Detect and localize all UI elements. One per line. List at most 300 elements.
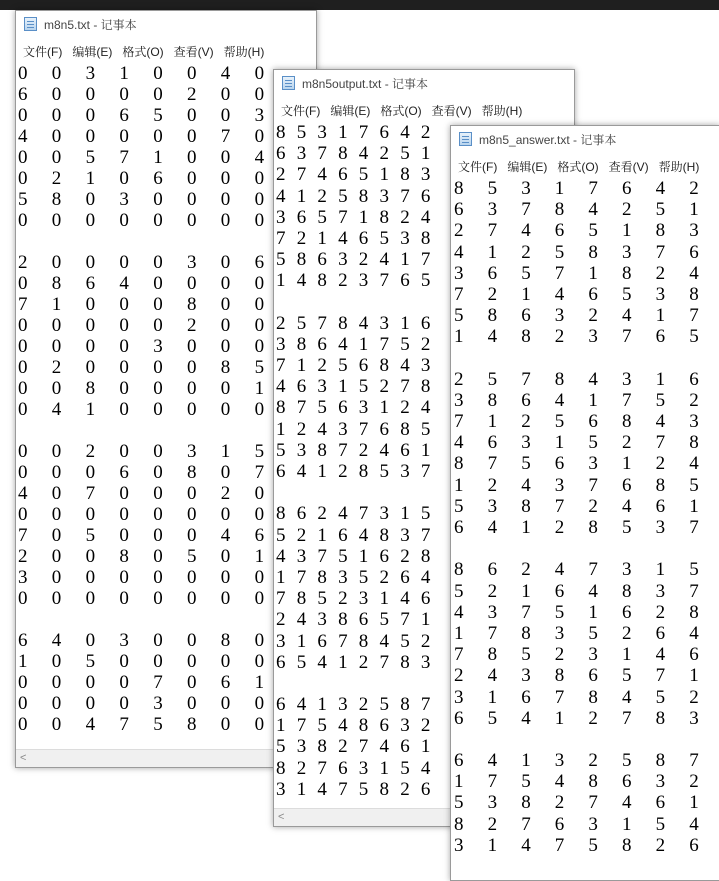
cell-value: 0 <box>153 546 163 567</box>
cell-value: 8 <box>317 736 327 758</box>
cell-value: 8 <box>358 630 369 652</box>
cell-value: 0 <box>187 147 197 168</box>
cell-value: 0 <box>153 84 163 105</box>
cell-value: 5 <box>655 199 666 221</box>
cell-value: 2 <box>358 694 369 716</box>
cell-value: 7 <box>588 792 598 814</box>
text-line <box>451 665 719 686</box>
title-bar[interactable] <box>451 126 719 152</box>
cell-value: 4 <box>622 305 632 327</box>
cell-value: 0 <box>119 315 129 336</box>
cell-value: 7 <box>588 474 598 496</box>
cell-value: 5 <box>358 566 369 588</box>
cell-value: 6 <box>420 588 431 610</box>
cell-value: 4 <box>18 483 28 504</box>
cell-value: 4 <box>276 376 286 398</box>
cell-value: 8 <box>296 333 307 355</box>
cell-value: 3 <box>454 389 464 411</box>
cell-value: 4 <box>296 270 307 292</box>
cell-value: 0 <box>254 84 265 105</box>
menu-help[interactable]: 帮助(H) <box>481 103 523 118</box>
cell-value: 0 <box>153 504 163 525</box>
cell-value: 0 <box>18 147 28 168</box>
cell-value: 1 <box>689 199 699 221</box>
cell-value: 6 <box>420 778 431 800</box>
cell-value: 8 <box>51 189 62 210</box>
cell-value: 5 <box>689 474 699 496</box>
cell-value: 7 <box>338 778 348 800</box>
scroll-left-icon[interactable]: < <box>278 811 285 823</box>
cell-value: 2 <box>296 418 307 440</box>
cell-value: 6 <box>655 792 666 814</box>
text-area[interactable] <box>451 178 719 880</box>
cell-value: 1 <box>338 376 348 398</box>
text-line <box>451 369 719 390</box>
cell-value: 1 <box>85 399 96 420</box>
cell-value: 4 <box>554 559 565 581</box>
menu-view[interactable]: 查看(V) <box>608 159 649 174</box>
cell-value: 0 <box>85 546 96 567</box>
cell-value: 3 <box>296 545 307 567</box>
cell-value: 3 <box>18 567 28 588</box>
text-line <box>451 708 719 729</box>
cell-value: 2 <box>296 227 307 249</box>
window-title: m8n5_answer.txt - 记事本 <box>479 132 617 147</box>
cell-value: 5 <box>420 503 431 525</box>
cell-value: 0 <box>187 168 197 189</box>
cell-value: 4 <box>521 220 531 242</box>
cell-value: 0 <box>18 105 28 126</box>
cell-value: 4 <box>655 411 666 433</box>
text-line <box>451 305 719 326</box>
cell-value: 8 <box>379 355 389 377</box>
cell-value: 6 <box>276 461 286 482</box>
cell-value: 0 <box>187 525 197 546</box>
cell-value: 1 <box>487 411 498 433</box>
menu-view[interactable]: 查看(V) <box>173 44 214 59</box>
cell-value: 2 <box>296 757 307 779</box>
text-line <box>451 453 719 474</box>
cell-value: 1 <box>338 651 348 673</box>
cell-value: 6 <box>554 220 565 242</box>
window-title: m8n5output.txt - 记事本 <box>302 76 429 91</box>
cell-value: 6 <box>655 326 666 348</box>
cell-value: 3 <box>338 694 348 716</box>
cell-value: 1 <box>521 517 531 538</box>
cell-value: 1 <box>454 474 464 496</box>
cell-value: 7 <box>379 270 389 292</box>
cell-value: 1 <box>487 834 498 856</box>
cell-value: 8 <box>220 357 231 378</box>
cell-value: 1 <box>689 665 699 687</box>
cell-value: 3 <box>317 376 327 398</box>
cell-value: 1 <box>296 778 307 800</box>
cell-value: 0 <box>18 273 28 294</box>
cell-value: 0 <box>153 126 163 147</box>
cell-value: 0 <box>153 630 163 651</box>
text-line <box>451 644 719 665</box>
cell-value: 2 <box>187 84 197 105</box>
cell-value: 1 <box>454 771 464 793</box>
cell-value: 4 <box>400 355 410 377</box>
cell-value: 5 <box>338 185 348 207</box>
cell-value: 8 <box>400 694 410 716</box>
cell-value: 6 <box>153 168 163 189</box>
cell-value: 6 <box>358 609 369 631</box>
cell-value: 0 <box>119 525 129 546</box>
cell-value: 5 <box>276 439 286 461</box>
cell-value: 0 <box>85 294 96 315</box>
cell-value: 7 <box>420 694 431 716</box>
cell-value: 3 <box>85 63 96 84</box>
cell-value: 3 <box>622 241 632 263</box>
cell-value: 8 <box>521 326 531 348</box>
cell-value: 1 <box>18 651 28 672</box>
cell-value: 4 <box>358 312 369 334</box>
cell-value: 0 <box>51 693 62 714</box>
cell-value: 5 <box>379 609 389 631</box>
cell-value: 4 <box>521 834 531 856</box>
cell-value: 1 <box>276 270 286 292</box>
cell-value: 4 <box>689 262 699 284</box>
cell-value: 5 <box>588 432 598 454</box>
cell-value: 3 <box>119 630 129 651</box>
cell-value: 0 <box>119 567 129 588</box>
cell-value: 8 <box>454 813 464 835</box>
text-line <box>16 333 316 357</box>
cell-value: 0 <box>153 357 163 378</box>
cell-value: 2 <box>521 559 531 581</box>
cell-value: 8 <box>554 199 565 221</box>
cell-value: 1 <box>400 503 410 525</box>
cell-value: 0 <box>119 651 129 672</box>
text-line <box>16 567 316 588</box>
cell-value: 2 <box>18 546 28 567</box>
cell-value: 6 <box>400 736 410 758</box>
cell-value: 0 <box>153 378 163 399</box>
cell-value: 6 <box>622 771 632 793</box>
cell-value: 0 <box>254 126 265 147</box>
cell-value: 0 <box>18 168 28 189</box>
menu-view[interactable]: 查看(V) <box>431 103 472 118</box>
cell-value: 0 <box>51 483 62 504</box>
cell-value: 5 <box>254 441 265 462</box>
cell-value: 6 <box>400 566 410 588</box>
cell-value: 6 <box>689 241 699 263</box>
cell-value: 2 <box>554 517 565 538</box>
cell-value: 6 <box>254 252 265 273</box>
cell-value: 3 <box>276 333 286 355</box>
cell-value: 8 <box>521 792 531 814</box>
text-line <box>451 771 719 792</box>
menu-file[interactable]: 文件(F) <box>458 159 498 174</box>
cell-value: 2 <box>689 178 699 199</box>
title-bar[interactable] <box>274 70 574 96</box>
cell-value: 6 <box>454 750 464 772</box>
cell-value: 5 <box>338 355 348 377</box>
cell-value: 8 <box>655 750 666 772</box>
cell-value: 1 <box>487 241 498 263</box>
cell-value: 8 <box>454 559 464 581</box>
cell-value: 0 <box>18 441 28 462</box>
cell-value: 4 <box>487 326 498 348</box>
cell-value: 2 <box>276 164 286 186</box>
cell-value: 0 <box>153 399 163 420</box>
cell-value: 3 <box>338 249 348 271</box>
cell-value: 6 <box>18 84 28 105</box>
menu-edit[interactable]: 编辑(E) <box>72 44 113 59</box>
menu-edit[interactable]: 编辑(E) <box>330 103 371 118</box>
cell-value: 1 <box>317 694 327 716</box>
cell-value: 2 <box>18 252 28 273</box>
cell-value: 1 <box>254 672 265 693</box>
menu-format[interactable]: 格式(O) <box>122 44 164 59</box>
cell-value: 8 <box>276 397 286 419</box>
cell-value: 8 <box>655 474 666 496</box>
cell-value: 6 <box>400 270 410 292</box>
cell-value: 8 <box>400 418 410 440</box>
cell-value: 4 <box>400 588 410 610</box>
cell-value: 2 <box>689 389 699 411</box>
cell-value: 2 <box>622 199 632 221</box>
text-line <box>16 588 316 609</box>
notepad-window-m8n5-answer[interactable] <box>450 125 719 881</box>
cell-value: 5 <box>655 686 666 708</box>
cell-value: 0 <box>51 525 62 546</box>
cell-value: 7 <box>85 483 96 504</box>
cell-value: 0 <box>119 441 129 462</box>
cell-value: 2 <box>521 241 531 263</box>
cell-value: 5 <box>317 715 327 737</box>
cell-value: 3 <box>521 432 531 454</box>
cell-value: 3 <box>276 630 286 652</box>
cell-value: 4 <box>358 524 369 546</box>
cell-value: 8 <box>338 609 348 631</box>
cell-value: 3 <box>454 686 464 708</box>
cell-value: 3 <box>338 566 348 588</box>
cell-value: 4 <box>379 249 389 271</box>
cell-value: 3 <box>153 693 163 714</box>
cell-value: 0 <box>51 546 62 567</box>
text-line <box>16 399 316 420</box>
cell-value: 0 <box>254 210 265 231</box>
cell-value: 0 <box>153 588 163 609</box>
cell-value: 1 <box>689 792 699 814</box>
cell-value: 4 <box>254 147 265 168</box>
cell-value: 3 <box>296 736 307 758</box>
cell-value: 0 <box>51 441 62 462</box>
menu-format[interactable]: 格式(O) <box>380 103 422 118</box>
cell-value: 0 <box>220 336 231 357</box>
cell-value: 8 <box>187 294 197 315</box>
cell-value: 0 <box>254 336 265 357</box>
cell-value: 3 <box>588 326 598 348</box>
cell-value: 0 <box>85 462 96 483</box>
cell-value: 3 <box>655 517 666 538</box>
cell-value: 4 <box>487 665 498 687</box>
cell-value: 7 <box>588 178 598 199</box>
cell-value: 2 <box>655 601 666 623</box>
cell-value: 7 <box>655 241 666 263</box>
cell-value: 8 <box>554 665 565 687</box>
notepad-icon <box>459 132 472 146</box>
menu-file[interactable]: 文件(F) <box>23 44 63 59</box>
notepad-icon <box>282 76 295 90</box>
cell-value: 1 <box>622 813 632 835</box>
cell-value: 7 <box>119 714 129 735</box>
cell-value: 8 <box>554 368 565 390</box>
cell-value: 3 <box>400 715 410 737</box>
menu-help[interactable]: 帮助(H) <box>223 44 265 59</box>
cell-value: 6 <box>18 630 28 651</box>
cell-value: 5 <box>153 714 163 735</box>
text-line <box>451 284 719 305</box>
cell-value: 0 <box>85 315 96 336</box>
text-line <box>16 63 316 84</box>
text-line <box>451 623 719 644</box>
cell-value: 6 <box>588 411 598 433</box>
notepad-window-m8n5[interactable] <box>15 10 317 768</box>
cell-value: 0 <box>220 693 231 714</box>
cell-value: 1 <box>588 262 598 284</box>
cell-value: 0 <box>153 210 163 231</box>
cell-value: 5 <box>254 357 265 378</box>
cell-value: 8 <box>276 503 286 525</box>
cell-value: 5 <box>400 143 410 165</box>
cell-value: 2 <box>622 622 632 644</box>
cell-value: 4 <box>338 503 348 525</box>
cell-value: 1 <box>588 389 598 411</box>
menu-edit[interactable]: 编辑(E) <box>507 159 548 174</box>
cell-value: 8 <box>400 164 410 186</box>
cell-value: 7 <box>554 495 565 517</box>
cell-value: 0 <box>220 714 231 735</box>
cell-value: 5 <box>420 270 431 292</box>
cell-value: 7 <box>521 601 531 623</box>
cell-value: 4 <box>317 651 327 673</box>
desktop-background-strip <box>0 0 719 10</box>
horizontal-scrollbar[interactable] <box>16 749 316 767</box>
cell-value: 4 <box>18 126 28 147</box>
cell-value: 1 <box>588 601 598 623</box>
cell-value: 6 <box>454 517 464 538</box>
cell-value: 3 <box>487 199 498 221</box>
cell-value: 2 <box>554 792 565 814</box>
cell-value: 0 <box>153 483 163 504</box>
menu-help[interactable]: 帮助(H) <box>658 159 700 174</box>
cell-value: 3 <box>187 252 197 273</box>
cell-value: 4 <box>51 399 62 420</box>
cell-value: 2 <box>187 315 197 336</box>
cell-value: 7 <box>622 326 632 348</box>
cell-value: 3 <box>276 206 286 228</box>
title-bar[interactable] <box>16 11 316 37</box>
cell-value: 3 <box>338 418 348 440</box>
cell-value: 6 <box>379 715 389 737</box>
scroll-left-icon[interactable]: < <box>20 752 27 764</box>
cell-value: 4 <box>454 601 464 623</box>
cell-value: 3 <box>400 227 410 249</box>
cell-value: 0 <box>153 651 163 672</box>
cell-value: 0 <box>85 588 96 609</box>
cell-value: 0 <box>18 399 28 420</box>
cell-value: 8 <box>454 453 464 475</box>
cell-value: 2 <box>358 249 369 271</box>
menu-format[interactable]: 格式(O) <box>557 159 599 174</box>
text-area[interactable] <box>16 63 316 749</box>
cell-value: 5 <box>454 580 464 602</box>
cell-value: 5 <box>358 376 369 398</box>
cell-value: 3 <box>153 336 163 357</box>
cell-value: 3 <box>588 813 598 835</box>
cell-value: 0 <box>85 189 96 210</box>
cell-value: 8 <box>420 545 431 567</box>
cell-value: 4 <box>317 418 327 440</box>
cell-value: 4 <box>588 580 598 602</box>
cell-value: 0 <box>119 483 129 504</box>
cell-value: 0 <box>85 504 96 525</box>
cell-value: 0 <box>51 336 62 357</box>
cell-value: 6 <box>622 601 632 623</box>
cell-value: 6 <box>588 665 598 687</box>
cell-value: 7 <box>358 122 369 143</box>
cell-value: 6 <box>379 122 389 143</box>
cell-value: 8 <box>358 461 369 482</box>
cell-value: 1 <box>655 368 666 390</box>
cell-value: 2 <box>622 432 632 454</box>
cell-value: 8 <box>317 566 327 588</box>
cell-value: 2 <box>554 326 565 348</box>
cell-value: 3 <box>588 453 598 475</box>
cell-value: 4 <box>119 273 129 294</box>
cell-value: 0 <box>119 336 129 357</box>
cell-value: 0 <box>254 588 265 609</box>
cell-value: 8 <box>689 601 699 623</box>
cell-value: 3 <box>622 559 632 581</box>
cell-value: 4 <box>317 778 327 800</box>
cell-value: 1 <box>338 122 348 143</box>
cell-value: 0 <box>220 105 231 126</box>
cell-value: 0 <box>187 483 197 504</box>
cell-value: 7 <box>119 147 129 168</box>
cell-value: 1 <box>655 559 666 581</box>
cell-value: 3 <box>296 439 307 461</box>
cell-value: 1 <box>296 185 307 207</box>
cell-value: 3 <box>119 189 129 210</box>
cell-value: 5 <box>379 461 389 482</box>
text-line <box>16 546 316 567</box>
cell-value: 6 <box>85 273 96 294</box>
cell-value: 8 <box>622 262 632 284</box>
cell-value: 7 <box>317 757 327 779</box>
cell-value: 7 <box>487 622 498 644</box>
cell-value: 7 <box>487 771 498 793</box>
cell-value: 1 <box>379 757 389 779</box>
cell-value: 2 <box>521 411 531 433</box>
cell-value: 0 <box>187 693 197 714</box>
cell-value: 1 <box>655 305 666 327</box>
cell-value: 5 <box>317 397 327 419</box>
cell-value: 0 <box>220 315 231 336</box>
cell-value: 1 <box>276 715 286 737</box>
cell-value: 1 <box>379 397 389 419</box>
cell-value: 5 <box>400 630 410 652</box>
cell-value: 7 <box>338 439 348 461</box>
cell-value: 6 <box>622 178 632 199</box>
menu-file[interactable]: 文件(F) <box>281 103 321 118</box>
cell-value: 2 <box>358 651 369 673</box>
cell-value: 4 <box>51 630 62 651</box>
